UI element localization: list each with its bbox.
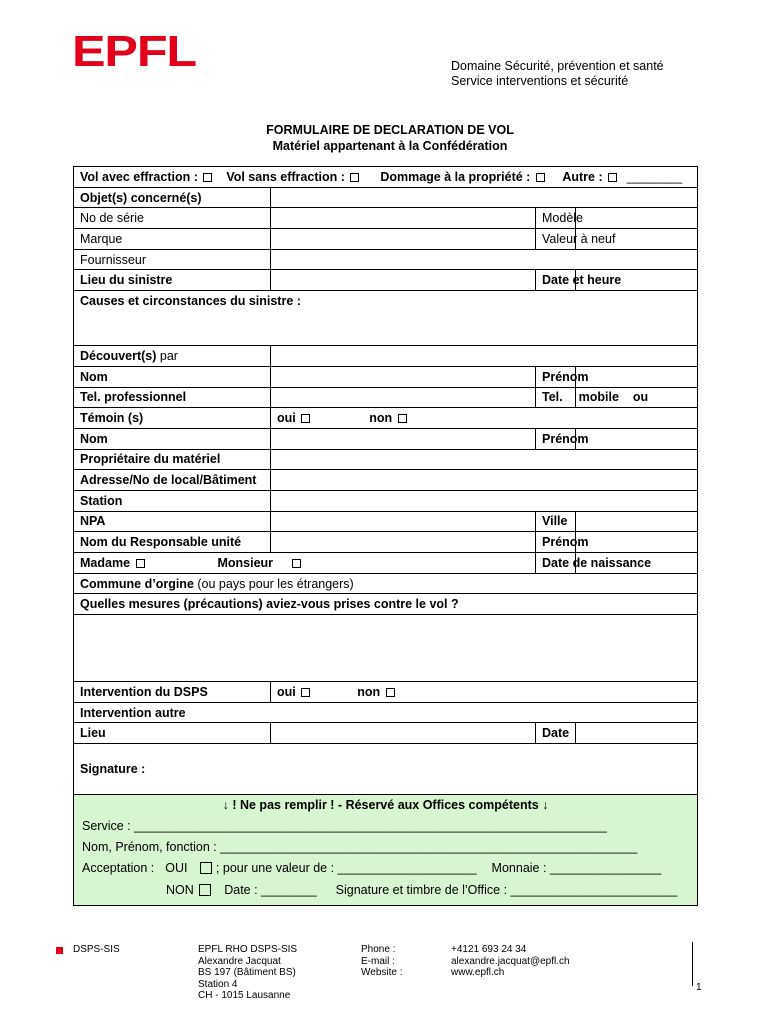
date-field[interactable] <box>576 723 698 744</box>
decouvert-label <box>74 346 271 367</box>
epfl-logo <box>72 27 198 76</box>
autre-label: Autre : <box>562 169 603 184</box>
acceptation-oui-label: OUI <box>165 861 188 876</box>
signature-label: Signature : <box>80 762 146 777</box>
page-number: 1 <box>696 982 702 993</box>
adresse-field[interactable] <box>271 470 698 491</box>
temoin-oui-checkbox[interactable] <box>301 414 310 423</box>
ville-label: Ville <box>536 511 576 532</box>
dsps-non-label: non <box>357 684 381 699</box>
lieu-label: Lieu <box>74 723 271 744</box>
no-serie-label: No de série <box>74 208 271 229</box>
proprietaire-field[interactable] <box>271 449 698 470</box>
date-heure-label: Date et heure <box>536 270 576 291</box>
footer-addr-line: EPFL RHO DSPS-SIS <box>198 944 298 955</box>
modele-field[interactable] <box>576 208 698 229</box>
nom2-label: Nom <box>74 428 271 449</box>
temoin-non-label: non <box>369 411 393 426</box>
causes-label: Causes et circonstances du sinistre : <box>80 294 301 309</box>
website-label: Website : <box>361 967 403 979</box>
causes-field[interactable] <box>74 291 698 346</box>
service-line: Service interventions et sécurité <box>451 74 629 88</box>
marque-field[interactable] <box>271 229 536 250</box>
commune-label[interactable] <box>74 573 698 594</box>
tel-mobile-b: mobile <box>578 390 619 405</box>
monsieur-checkbox[interactable] <box>292 559 301 568</box>
incident-type-row <box>74 167 698 188</box>
npa-label: NPA <box>74 511 271 532</box>
svg-text:EPFL: EPFL <box>72 27 197 76</box>
acceptation-oui-checkbox[interactable] <box>200 862 212 874</box>
vol-avec-label: Vol avec effraction : <box>80 169 198 184</box>
prenom3-label: Prénom <box>536 532 576 553</box>
fournisseur-field[interactable] <box>271 249 698 270</box>
lieu-field[interactable] <box>271 723 536 744</box>
tel-pro-label: Tel. professionnel <box>74 387 271 408</box>
dommage-label: Dommage à la propriété : <box>380 169 531 184</box>
lieu-sinistre-field[interactable] <box>271 270 536 291</box>
acceptation-label: Acceptation : <box>82 861 155 876</box>
proprietaire-label: Propriétaire du matériel <box>74 449 271 470</box>
valeur-label: Valeur à neuf <box>536 229 576 250</box>
footer-divider <box>692 942 693 986</box>
fournisseur-label: Fournisseur <box>74 249 271 270</box>
tel-mobile-a: Tel. <box>542 390 563 405</box>
valeur-field[interactable]: ; pour une valeur de : ____________________ <box>215 861 477 876</box>
tel-pro-field[interactable] <box>271 387 536 408</box>
vol-sans-checkbox[interactable] <box>350 173 359 182</box>
intervention-dsps-label: Intervention du DSPS <box>74 682 271 703</box>
department-header <box>451 59 664 89</box>
madame-label: Madame <box>80 555 131 570</box>
reserved-section <box>74 795 698 906</box>
decouvert-bold: Découvert(s) <box>80 348 157 363</box>
footer-unit: DSPS-SIS <box>73 944 120 955</box>
phone-label: Phone : <box>361 944 396 955</box>
objets-field[interactable] <box>271 187 698 208</box>
footer-addr-line: Alexandre Jacquat <box>198 955 281 967</box>
reserved-title-text: ! Ne pas remplir ! - Réservé aux Offices compétents <box>232 798 539 813</box>
acceptation-non-label: NON <box>166 883 194 898</box>
responsable-label: Nom du Responsable unité <box>74 532 271 553</box>
website-link[interactable]: www.epfl.ch <box>451 967 505 979</box>
nom-field[interactable] <box>271 366 536 387</box>
prenom-field[interactable] <box>576 366 698 387</box>
vol-sans-label: Vol sans effraction : <box>226 169 345 184</box>
tel-mobile-label <box>536 387 649 408</box>
temoin-oui-label: oui <box>277 411 296 426</box>
nom2-field[interactable] <box>271 428 536 449</box>
email-link[interactable]: alexandre.jacquat@epfl.ch <box>451 955 570 967</box>
dsps-oui-label: oui <box>277 684 296 699</box>
station-label: Station <box>74 490 271 511</box>
ville-field[interactable] <box>576 511 698 532</box>
autre-checkbox[interactable] <box>608 173 617 182</box>
footer-addr-line: BS 197 (Bâtiment BS) <box>198 967 296 979</box>
marque-label: Marque <box>74 229 271 250</box>
footer-addr-line: Station 4 <box>198 978 238 990</box>
station-field[interactable] <box>271 490 698 511</box>
nom-label: Nom <box>74 366 271 387</box>
email-label: E-mail : <box>361 955 395 967</box>
autre-field[interactable]: ________ <box>626 169 683 184</box>
form-title-line1: FORMULAIRE DE DECLARATION DE VOL <box>266 123 514 137</box>
phone-value: +4121 693 24 34 <box>451 944 527 955</box>
declaration-form <box>73 166 698 906</box>
modele-label: Modèle <box>536 208 576 229</box>
arrow-down-icon: ↓ <box>222 798 229 813</box>
acceptation-non-checkbox[interactable] <box>199 884 211 896</box>
prenom-label: Prénom <box>536 366 576 387</box>
monsieur-label: Monsieur <box>217 555 274 570</box>
prenom3-field[interactable] <box>576 532 698 553</box>
commune-bold: Commune d’orgine <box>80 576 194 591</box>
prenom2-label: Prénom <box>536 428 576 449</box>
vol-avec-checkbox[interactable] <box>203 173 212 182</box>
temoin-non-checkbox[interactable] <box>398 414 407 423</box>
prenom2-field[interactable] <box>576 428 698 449</box>
signature-field[interactable] <box>74 744 698 795</box>
tel-mobile-c: ou <box>632 390 649 405</box>
date-label: Date <box>536 723 576 744</box>
mesures-label: Quelles mesures (précautions) aviez-vous prises contre le vol ? <box>74 594 698 615</box>
dommage-checkbox[interactable] <box>536 173 545 182</box>
npa-field[interactable] <box>271 511 536 532</box>
no-serie-field[interactable] <box>271 208 536 229</box>
footer-addr-line: CH - 1015 Lausanne <box>198 990 291 1002</box>
reserved-date-field[interactable]: Date : ________ <box>224 883 317 898</box>
decouvert-par: par <box>156 348 178 363</box>
department-line: Domaine Sécurité, prévention et santé <box>451 59 664 73</box>
form-title-line2: Matériel appartenant à la Confédération <box>272 139 508 153</box>
footer-contact-values <box>451 944 570 979</box>
intervention-autre-label[interactable]: Intervention autre <box>74 702 698 723</box>
commune-note: (ou pays pour les étrangers) <box>193 576 354 591</box>
adresse-label: Adresse/No de local/Bâtiment <box>74 470 271 491</box>
temoin-label: Témoin (s) <box>74 408 271 429</box>
dsps-oui-checkbox[interactable] <box>301 688 310 697</box>
mesures-field[interactable] <box>74 615 698 682</box>
reserved-title <box>74 798 697 812</box>
decouvert-field[interactable] <box>271 346 698 367</box>
arrow-down-icon: ↓ <box>542 798 549 813</box>
monnaie-field[interactable]: Monnaie : ________________ <box>491 861 662 876</box>
madame-checkbox[interactable] <box>136 559 145 568</box>
footer-contact-labels <box>361 944 403 979</box>
service-field[interactable]: Service : ____________________________________________________________________ <box>82 819 607 834</box>
footer-address <box>198 944 297 1002</box>
form-title <box>0 122 770 154</box>
lieu-sinistre-label: Lieu du sinistre <box>74 270 271 291</box>
objets-label: Objet(s) concerné(s) <box>74 187 271 208</box>
signature-timbre-field[interactable]: Signature et timbre de l’Office : ________________________ <box>335 883 678 898</box>
date-naissance-label: Date de naissance <box>536 553 576 574</box>
nom-prenom-fonction-field[interactable]: Nom, Prénom, fonction : ____________________________________________________________ <box>82 840 638 855</box>
footer-marker <box>56 947 63 954</box>
dsps-non-checkbox[interactable] <box>386 688 395 697</box>
responsable-field[interactable] <box>271 532 536 553</box>
